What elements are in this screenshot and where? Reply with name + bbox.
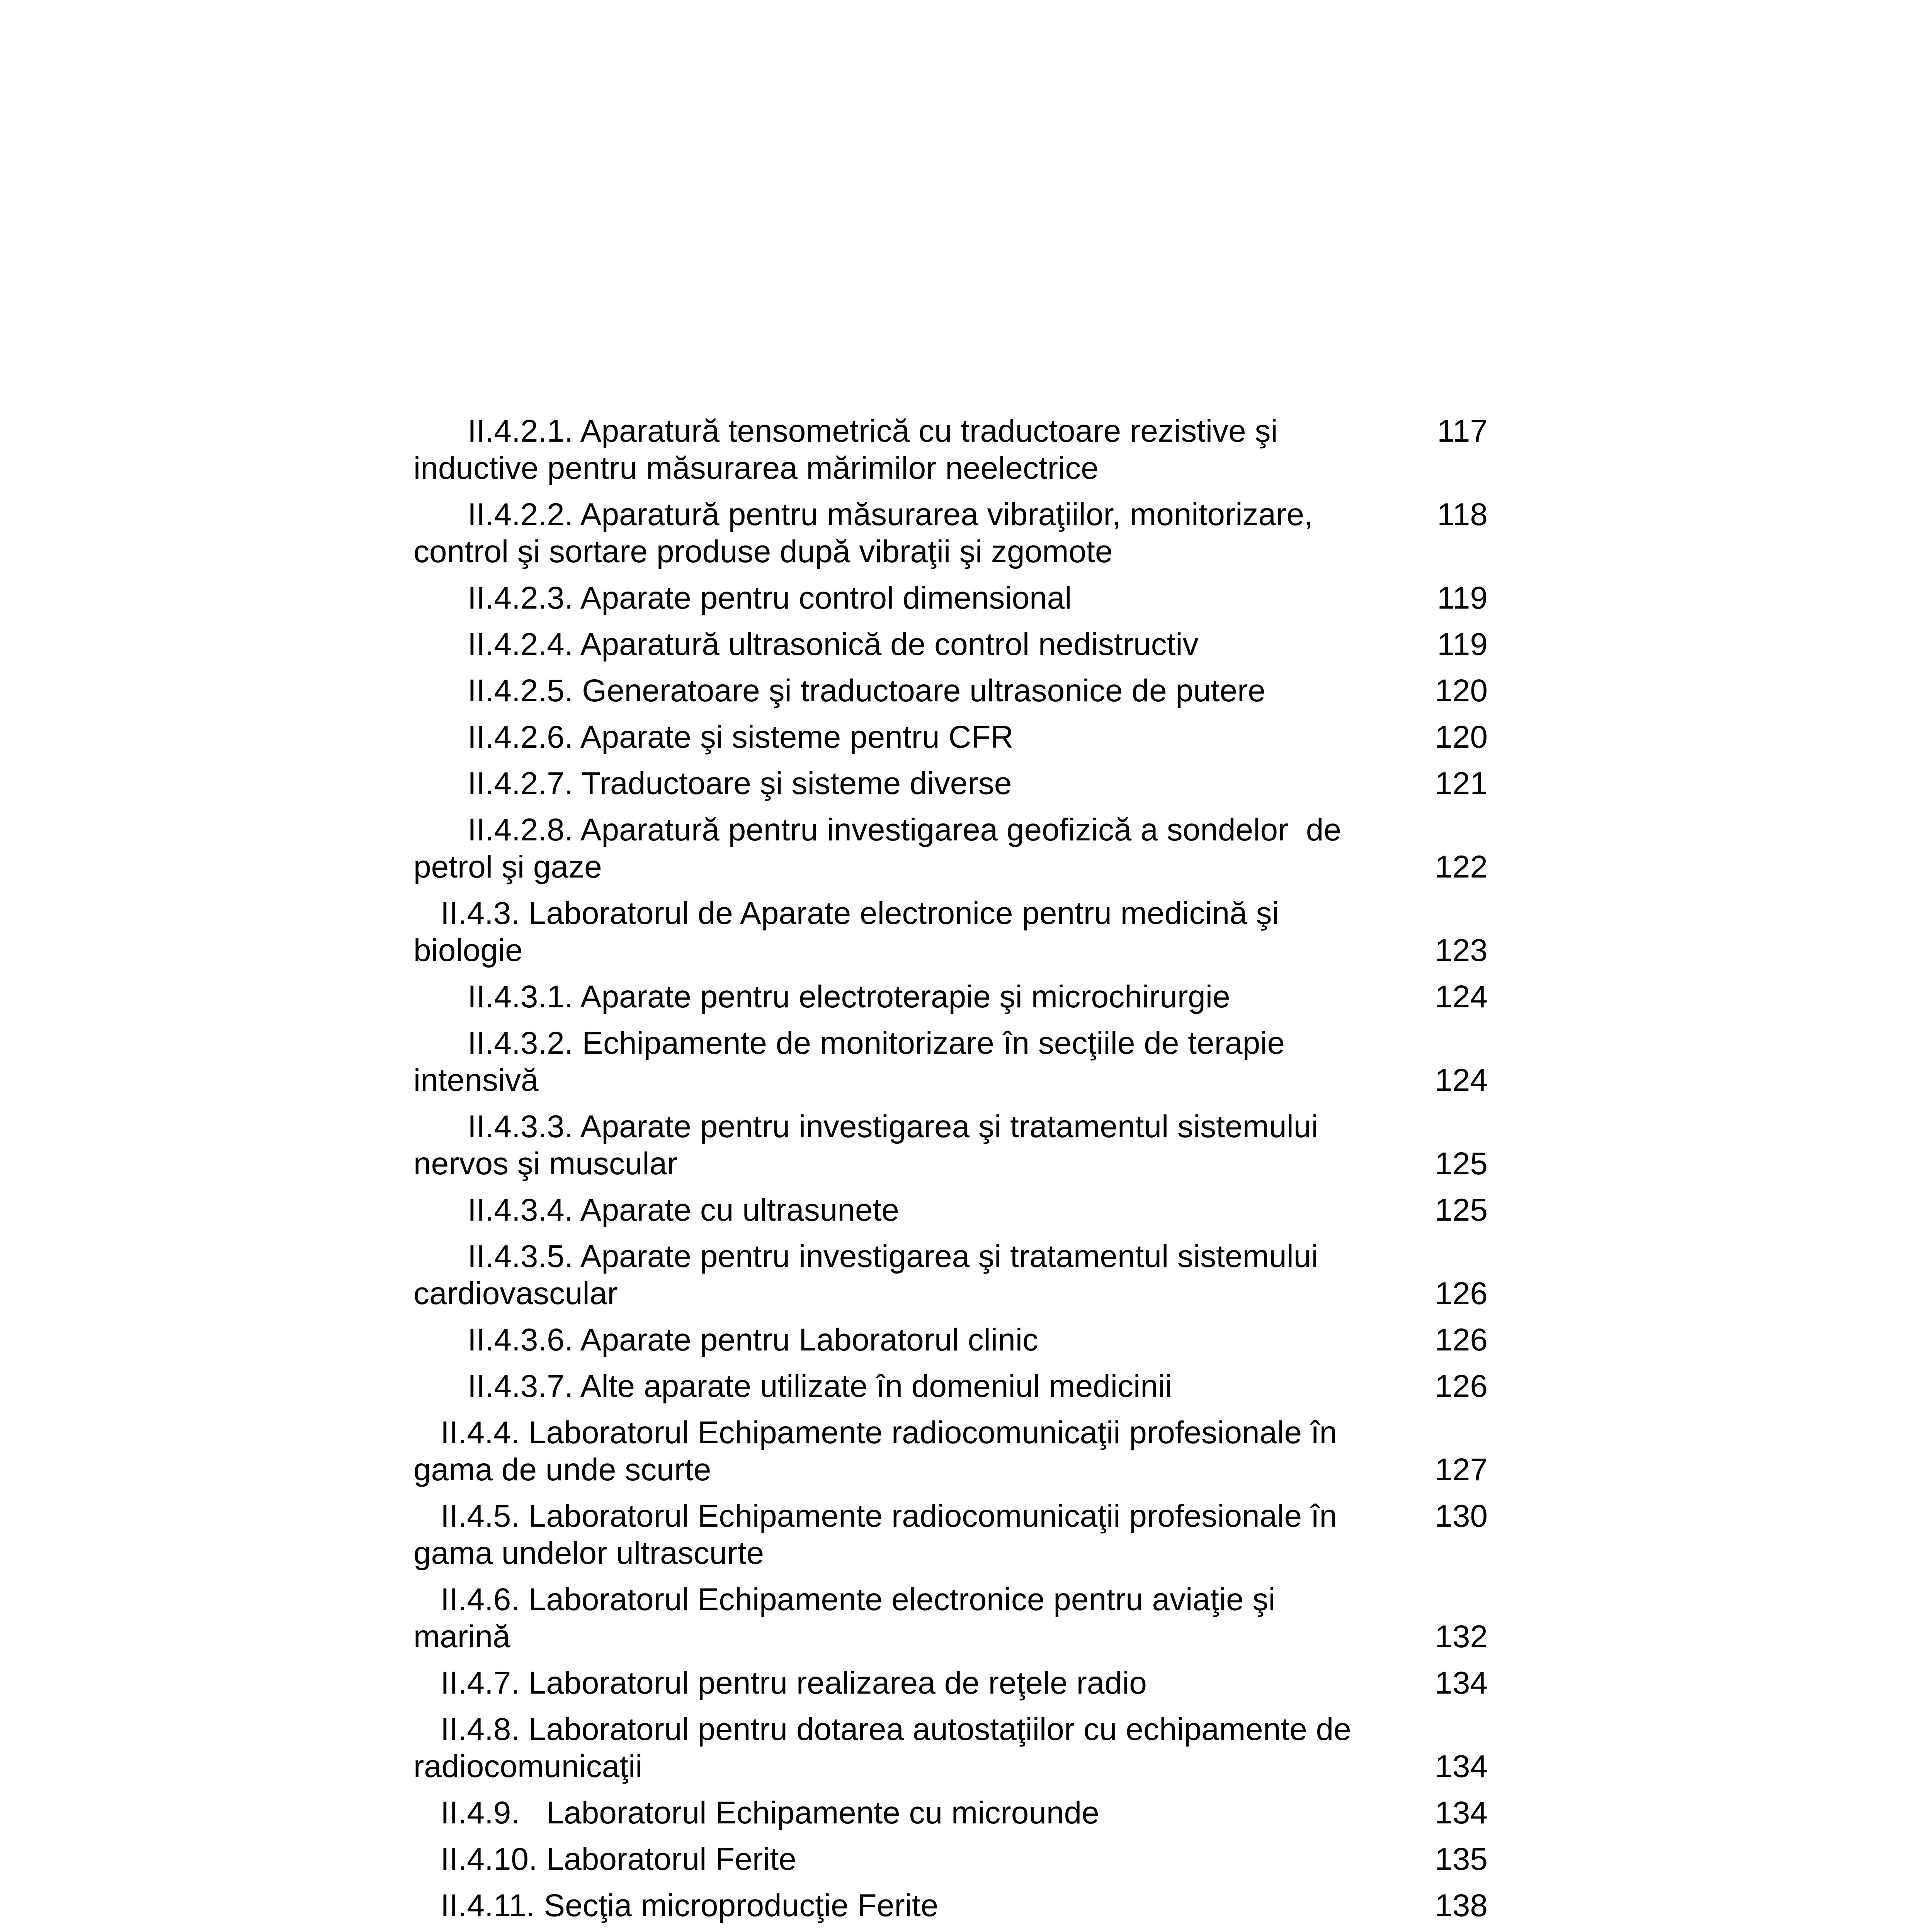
toc-entry — [413, 1414, 1488, 1488]
toc-entry-title: II.4.3.7. Alte aparate utilizate în domeniul medicinii — [468, 1369, 1172, 1404]
toc-entry-title: II.4.3. Laboratorul de Aparate electronice pentru medicină şi biologie — [413, 896, 1288, 968]
toc-entry — [413, 1025, 1488, 1099]
toc-entry — [413, 719, 1488, 756]
toc-entry — [413, 895, 1488, 969]
toc-entry-page-number: 124 — [1435, 1063, 1488, 1098]
toc-entry — [413, 978, 1488, 1015]
toc-entry-page-number: 134 — [1435, 1749, 1488, 1784]
toc-entry-page-number: 126 — [1435, 1276, 1488, 1311]
toc-entry — [413, 626, 1488, 663]
toc-entry-page-number: 118 — [1437, 497, 1488, 532]
toc-entry-page-number: 120 — [1435, 673, 1488, 708]
toc-entry-page-number: 135 — [1435, 1842, 1488, 1877]
toc-entry-page-number: 125 — [1435, 1192, 1488, 1228]
toc-entry — [413, 1581, 1488, 1655]
toc-entry-title: II.4.11. Secţia microproducţie Ferite — [441, 1888, 939, 1923]
toc-entry-page-number: 119 — [1437, 627, 1488, 662]
toc-entry — [413, 1794, 1488, 1832]
toc-entry-title: II.4.10. Laboratorul Ferite — [441, 1842, 796, 1877]
toc-entry-title: II.4.2.4. Aparatură ultrasonică de control nedistructiv — [468, 627, 1199, 662]
toc-entry — [413, 1368, 1488, 1405]
toc-entry — [413, 1711, 1488, 1785]
toc-entry-title: II.4.4. Laboratorul Echipamente radiocomunicaţii profesionale în gama de unde scurte — [413, 1415, 1346, 1487]
toc-entry — [413, 1108, 1488, 1182]
toc-entry-page-number: 117 — [1437, 413, 1488, 449]
toc-entry-title: II.4.3.3. Aparate pentru investigarea şi tratamentul sistemului nervos şi muscular — [413, 1109, 1327, 1181]
toc-entry-page-number: 127 — [1435, 1452, 1488, 1487]
toc-entry-title: II.4.5. Laboratorul Echipamente radiocomunicaţii profesionale în gama undelor ultrascurte — [413, 1498, 1346, 1571]
toc-entry-title: II.4.3.6. Aparate pentru Laboratorul clinic — [468, 1322, 1038, 1357]
table-of-contents — [413, 413, 1488, 1932]
toc-entry — [413, 580, 1488, 617]
toc-entry — [413, 1841, 1488, 1878]
toc-entry — [413, 1665, 1488, 1702]
toc-entry-page-number: 134 — [1435, 1795, 1488, 1830]
toc-entry-page-number: 121 — [1435, 766, 1488, 801]
toc-entry-title: II.4.2.3. Aparate pentru control dimensional — [468, 580, 1072, 616]
toc-entry — [413, 811, 1488, 886]
toc-entry-title: II.4.2.5. Generatoare şi traductoare ultrasonice de putere — [468, 673, 1266, 708]
toc-entry — [413, 672, 1488, 709]
toc-entry-title: II.4.2.6. Aparate şi sisteme pentru CFR — [468, 719, 1014, 755]
toc-entry — [413, 413, 1488, 487]
toc-entry-page-number: 120 — [1435, 719, 1488, 755]
toc-entry-title: II.4.2.2. Aparatură pentru măsurarea vibraţiilor, monitorizare, control şi sortare produse după vibraţii şi zgomote — [413, 497, 1322, 569]
toc-entry-title: II.4.3.2. Echipamente de monitorizare în secţiile de terapie intensivă — [413, 1026, 1294, 1098]
toc-entry-title: II.4.9. Laboratorul Echipamente cu microunde — [441, 1795, 1099, 1830]
toc-entry — [413, 1887, 1488, 1924]
toc-entry-title: II.4.3.5. Aparate pentru investigarea şi tratamentul sistemului cardiovascular — [413, 1239, 1327, 1311]
toc-entry-title: II.4.2.7. Traductoare şi sisteme diverse — [468, 766, 1012, 801]
toc-entry-page-number: 124 — [1435, 979, 1488, 1014]
toc-entry-title: II.4.3.1. Aparate pentru electroterapie şi microchirurgie — [468, 979, 1230, 1014]
toc-entry — [413, 1498, 1488, 1572]
toc-entry-title: II.4.2.8. Aparatură pentru investigarea geofizică a sondelor de petrol şi gaze — [413, 812, 1350, 884]
toc-entry-page-number: 125 — [1435, 1146, 1488, 1181]
toc-entry-title: II.4.6. Laboratorul Echipamente electronice pentru aviaţie şi marină — [413, 1582, 1284, 1654]
toc-entry-page-number: 138 — [1435, 1888, 1488, 1923]
toc-entry-page-number: 122 — [1435, 849, 1488, 884]
toc-entry-title: II.4.7. Laboratorul pentru realizarea de reţele radio — [441, 1665, 1147, 1701]
toc-entry-page-number: 123 — [1435, 933, 1488, 968]
toc-entry-page-number: 126 — [1435, 1369, 1488, 1404]
toc-entry — [413, 1238, 1488, 1312]
toc-entry — [413, 496, 1488, 570]
toc-entry-page-number: 134 — [1435, 1665, 1488, 1701]
toc-entry-page-number: 126 — [1435, 1322, 1488, 1357]
toc-entry — [413, 765, 1488, 802]
toc-entry-page-number: 132 — [1435, 1619, 1488, 1654]
toc-entry — [413, 1192, 1488, 1229]
toc-entry-title: II.4.8. Laboratorul pentru dotarea autostaţiilor cu echipamente de radiocomunicaţii — [413, 1712, 1360, 1784]
toc-entry-title: II.4.3.4. Aparate cu ultrasunete — [468, 1192, 899, 1228]
toc-entry — [413, 1321, 1488, 1359]
toc-entry-title: II.4.2.1. Aparatură tensometrică cu traductoare rezistive şi inductive pentru măsurarea mărimilor neelectrice — [413, 413, 1287, 486]
toc-entry-page-number: 130 — [1435, 1498, 1488, 1534]
toc-entry-page-number: 119 — [1437, 580, 1488, 616]
